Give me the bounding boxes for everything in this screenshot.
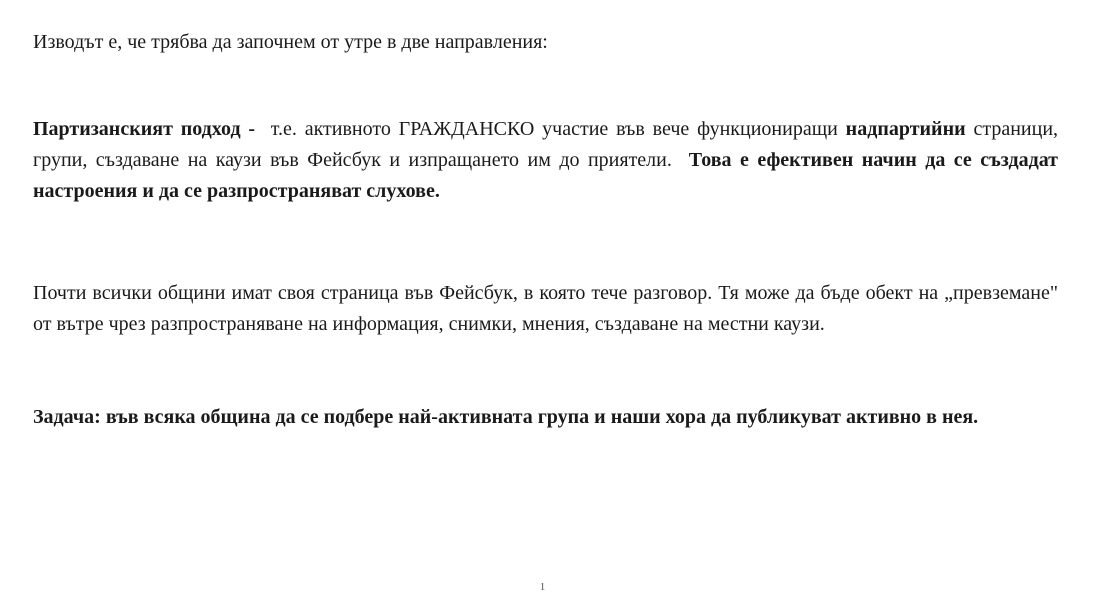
partisan-approach-paragraph	[33, 114, 1058, 207]
partisan-approach-bold-b: надпартийни	[845, 118, 966, 140]
municipalities-paragraph: Почти всички общини имат своя страница във Фейсбук, в която тече разговор. Тя може да бъде обект на „превземане" от вътре чрез разпространяване на информация, снимки, мнения, създаване на местни каузи.	[33, 282, 1058, 335]
intro-paragraph: Изводът е, че трябва да започнем от утре в две направления:	[33, 31, 548, 53]
partisan-approach-text-a: т.е. активното ГРАЖДАНСКО участие във вече функциониращи	[270, 118, 838, 140]
partisan-approach-text-c: страници, групи, създаване на каузи във Фейсбук и изпращането им до приятели.	[33, 118, 1059, 171]
partisan-approach-bold-d: Това е ефективен начин да се създадат настроения и да се разпространяват слухове.	[33, 149, 1058, 202]
task-text: Задача: във всяка община да се подбере най-активната група и наши хора да публикуват активно в нея.	[33, 406, 979, 428]
page-number: 1	[539, 581, 546, 593]
partisan-approach-heading: Партизанският подход -	[33, 118, 256, 140]
task-paragraph	[33, 402, 1058, 433]
